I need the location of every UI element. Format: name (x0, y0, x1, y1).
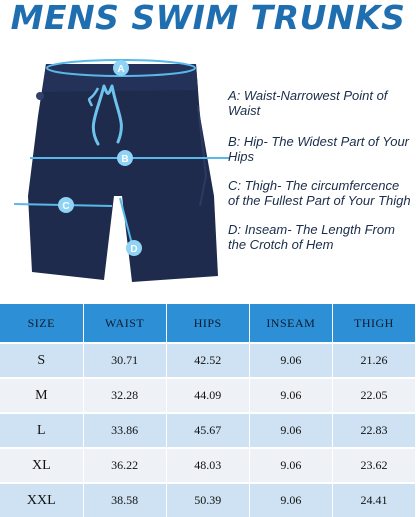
swim-trunks-illustration (0, 46, 240, 296)
cell-inseam: 9.06 (249, 483, 332, 517)
cell-size: M (0, 378, 83, 413)
legend-thigh: C: Thigh- The circumfercence of the Fullest Part of Your Thigh (228, 178, 411, 208)
cell-thigh: 21.26 (332, 343, 415, 378)
marker-c (58, 197, 74, 213)
cell-size: L (0, 413, 83, 448)
table-header-row (0, 304, 416, 343)
cell-hips: 42.52 (166, 343, 249, 378)
cell-inseam: 9.06 (249, 413, 332, 448)
legend-inseam: D: Inseam- The Length From the Crotch of Hem (228, 222, 395, 252)
marker-b (117, 150, 133, 166)
cell-waist: 33.86 (83, 413, 166, 448)
header-thigh: THIGH (332, 304, 415, 343)
cell-thigh: 22.05 (332, 378, 415, 413)
table-row (0, 343, 416, 378)
cell-inseam: 9.06 (249, 448, 332, 483)
header-size: SIZE (0, 304, 83, 343)
page-title: MENS SWIM TRUNKS (10, 0, 406, 37)
marker-a (113, 60, 129, 76)
cell-size: XL (0, 448, 83, 483)
logo-dot (36, 92, 44, 100)
cell-inseam: 9.06 (249, 378, 332, 413)
size-chart-table (0, 304, 416, 517)
table-row (0, 483, 416, 517)
cell-waist: 30.71 (83, 343, 166, 378)
legend-hip: B: Hip- The Widest Part of Your Hips (228, 134, 409, 164)
cell-inseam: 9.06 (249, 343, 332, 378)
swim-trunks-shape (28, 64, 218, 282)
cell-thigh: 22.83 (332, 413, 415, 448)
cell-size: XXL (0, 483, 83, 517)
cell-thigh: 24.41 (332, 483, 415, 517)
table-row (0, 448, 416, 483)
legend-waist: A: Waist-Narrowest Point of Waist (228, 88, 388, 118)
table-row (0, 413, 416, 448)
cell-size: S (0, 343, 83, 378)
cell-waist: 32.28 (83, 378, 166, 413)
svg-text:B: B (121, 154, 129, 165)
cell-waist: 38.58 (83, 483, 166, 517)
svg-text:D: D (130, 244, 138, 255)
svg-text:A: A (117, 64, 125, 75)
marker-d (126, 240, 142, 256)
header-inseam: INSEAM (249, 304, 332, 343)
header-waist: WAIST (83, 304, 166, 343)
header-hips: HIPS (166, 304, 249, 343)
table-row (0, 378, 416, 413)
cell-hips: 44.09 (166, 378, 249, 413)
measurement-legend (228, 88, 412, 266)
cell-waist: 36.22 (83, 448, 166, 483)
cell-hips: 45.67 (166, 413, 249, 448)
svg-text:C: C (62, 201, 70, 212)
cell-thigh: 23.62 (332, 448, 415, 483)
cell-hips: 48.03 (166, 448, 249, 483)
cell-hips: 50.39 (166, 483, 249, 517)
